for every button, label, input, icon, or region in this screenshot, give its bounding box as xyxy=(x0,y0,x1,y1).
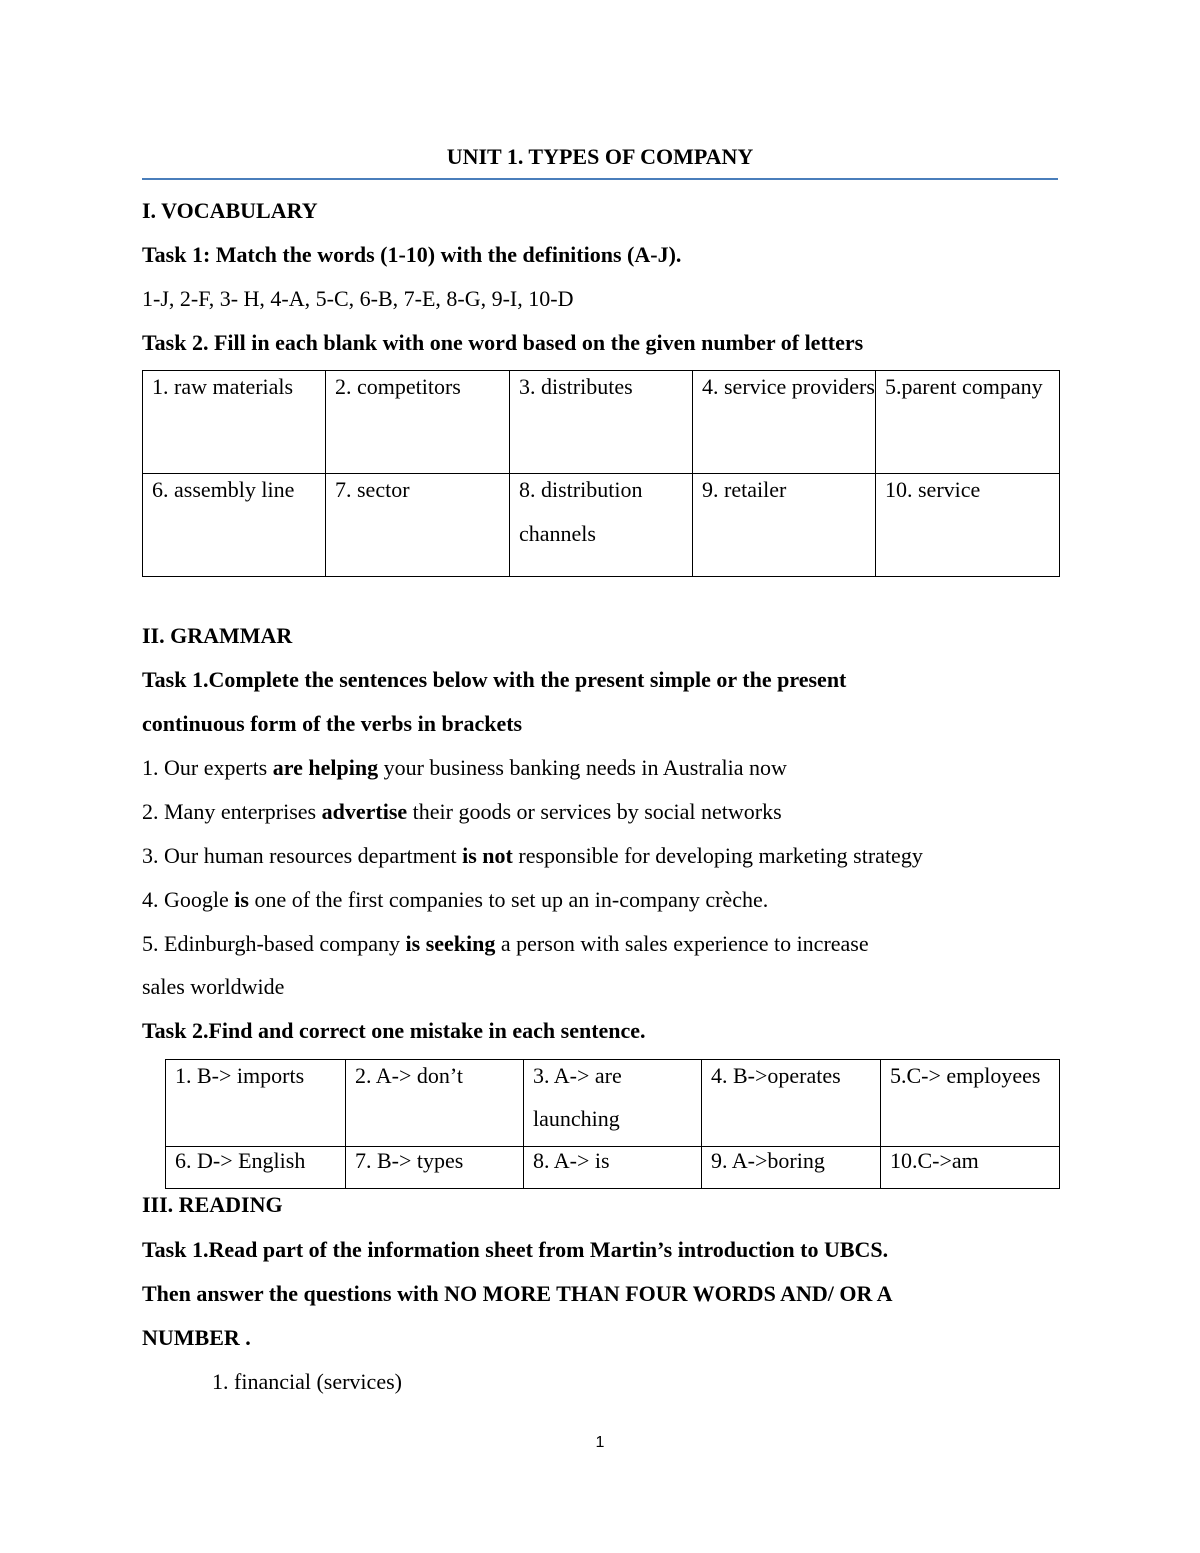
table-row xyxy=(143,371,1060,474)
table-cell: 5.parent company xyxy=(876,371,1060,474)
page-number: 1 xyxy=(595,1434,605,1451)
table-row xyxy=(166,1060,1060,1147)
vocab-task1-answers: 1-J, 2-F, 3- H, 4-A, 5-C, 6-B, 7-E, 8-G, 9-I, 10-D xyxy=(142,286,574,311)
table-cell: 8. A-> is xyxy=(524,1147,702,1189)
table-row xyxy=(166,1147,1060,1189)
title-underline xyxy=(142,178,1058,180)
table-cell: 10.C->am xyxy=(881,1147,1060,1189)
table-cell: 2. competitors xyxy=(326,371,510,474)
table-cell: 3. distributes xyxy=(510,371,693,474)
table-cell: 6. assembly line xyxy=(143,474,326,577)
reading-task1-heading-line1: Task 1.Read part of the information sheet from Martin’s introduction to UBCS. xyxy=(142,1237,889,1262)
grammar-task1-heading-line1: Task 1.Complete the sentences below with the present simple or the present xyxy=(142,667,847,692)
reading-answer-1: 1. financial (services) xyxy=(212,1369,402,1394)
grammar-correction-table xyxy=(165,1059,1060,1189)
table-cell: 7. B-> types xyxy=(346,1147,524,1189)
table-cell: 2. A-> don’t xyxy=(346,1060,524,1147)
table-cell: 8. distribution channels xyxy=(510,474,693,577)
table-cell: 5.C-> employees xyxy=(881,1060,1060,1147)
table-row xyxy=(143,474,1060,577)
reading-task1-heading-line3: NUMBER . xyxy=(142,1325,251,1350)
grammar-task1-heading-line2: continuous form of the verbs in brackets xyxy=(142,711,523,736)
page-title: UNIT 1. TYPES OF COMPANY xyxy=(446,144,754,169)
section-heading-reading: III. READING xyxy=(142,1192,283,1217)
table-cell: 3. A-> are launching xyxy=(524,1060,702,1147)
vocab-task1-heading: Task 1: Match the words (1-10) with the definitions (A-J). xyxy=(142,242,682,267)
grammar-sentence-5-continued: sales worldwide xyxy=(142,974,285,999)
grammar-sentence-1: 1. Our experts are helping your business banking needs in Australia now xyxy=(142,755,787,780)
grammar-task2-heading: Task 2.Find and correct one mistake in each sentence. xyxy=(142,1018,646,1043)
reading-task1-heading-line2: Then answer the questions with NO MORE THAN FOUR WORDS AND/ OR A xyxy=(142,1281,893,1306)
table-cell: 1. B-> imports xyxy=(166,1060,346,1147)
table-cell: 4. B->operates xyxy=(702,1060,881,1147)
grammar-sentence-3: 3. Our human resources department is not responsible for developing marketing strategy xyxy=(142,843,923,868)
section-heading-vocabulary: I. VOCABULARY xyxy=(142,198,318,223)
table-cell: 9. A->boring xyxy=(702,1147,881,1189)
grammar-sentence-2: 2. Many enterprises advertise their goods or services by social networks xyxy=(142,799,782,824)
vocab-task2-heading: Task 2. Fill in each blank with one word based on the given number of letters xyxy=(142,330,864,355)
table-cell: 9. retailer xyxy=(693,474,876,577)
table-cell: 10. service xyxy=(876,474,1060,577)
grammar-sentence-4: 4. Google is one of the first companies to set up an in-company crèche. xyxy=(142,887,769,912)
vocab-answer-table xyxy=(142,370,1060,577)
table-cell: 6. D-> English xyxy=(166,1147,346,1189)
table-cell: 4. service providers xyxy=(693,371,876,474)
grammar-sentence-5: 5. Edinburgh-based company is seeking a person with sales experience to increase xyxy=(142,931,869,956)
table-cell: 1. raw materials xyxy=(143,371,326,474)
table-cell: 7. sector xyxy=(326,474,510,577)
section-heading-grammar: II. GRAMMAR xyxy=(142,623,293,648)
